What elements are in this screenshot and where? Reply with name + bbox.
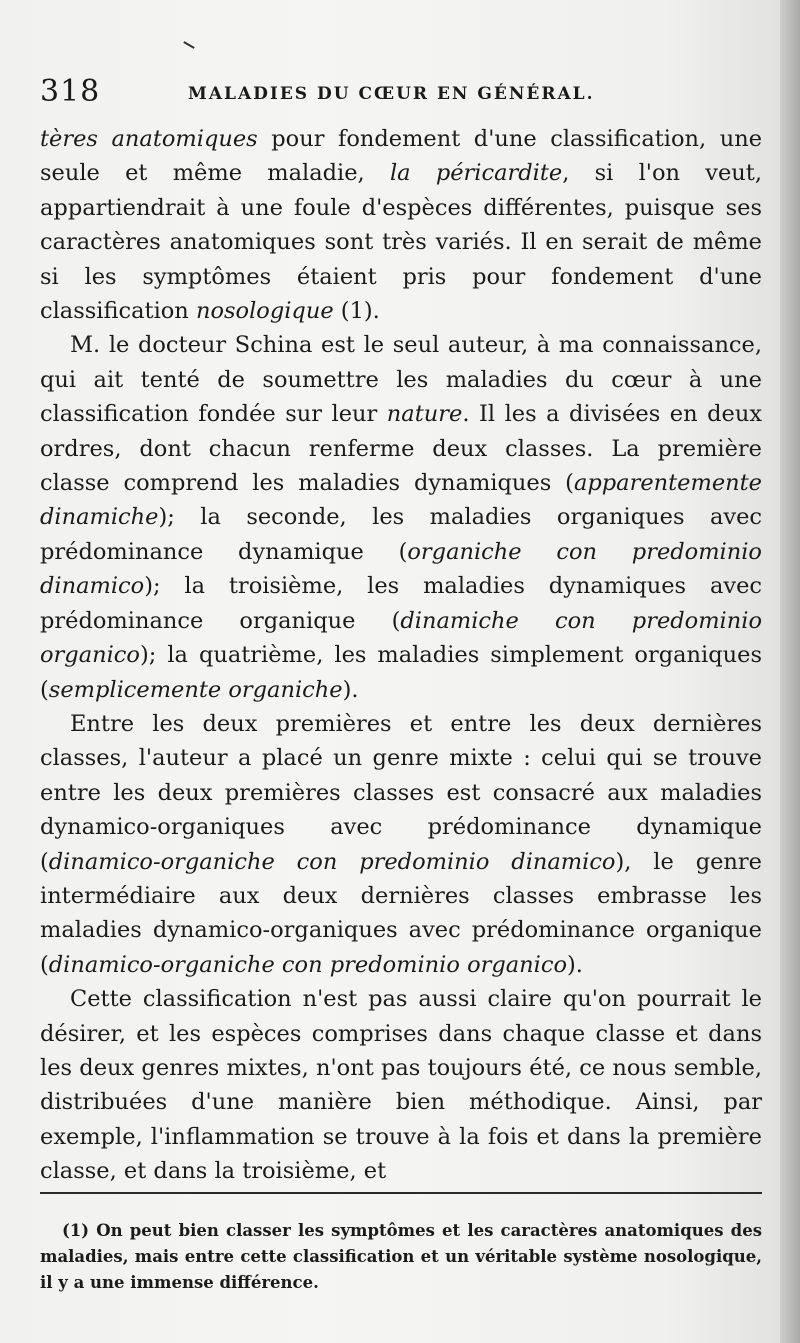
page-number: 318 [40,74,101,109]
body-text [40,122,762,1189]
footnote: (1) On peut bien classer les symptômes et les caractères anatomiques des maladies, mais entre cette classification et un véritable système nosologique, il y a une immense différence. [40,1221,762,1292]
text-span: dinamiche con predominio organico [40,607,762,669]
page-edge [780,0,800,1343]
text-span: ), le genre intermédiaire aux deux dernières classes embrasse les maladies dynamico-organiques avec prédominance organique ( [40,848,762,978]
paragraph-1 [40,122,762,328]
text-span: ); la quatrième, les maladies simplement organiques ( [40,642,762,703]
paragraph-3 [40,707,762,982]
text-span: ). [567,951,583,978]
text-span: , si l'on veut, appartiendrait à une foule d'espèces différentes, puisque ses caractères anatomiques sont très variés. Il en serait de même si les symptômes étaient pris pour fondement d'une classification [40,160,762,325]
paragraph-2 [40,328,762,706]
paragraph-4 [40,982,762,1188]
text-span: la péricardite [389,160,563,187]
text-span: nosologique [195,298,334,325]
text-span: Entre les deux premières et entre les deux dernières classes, l'auteur a placé un genre mixte : celui qui se trouve entre les deux premières classes est consacré aux maladies dynamico-organiques avec prédominance dynamique ( [40,710,762,875]
text-span: apparentemente dinamiche [40,470,762,531]
running-title: MALADIES DU CŒUR EN GÉNÉRAL. [188,84,595,104]
text-span: ); la seconde, les maladies organiques avec prédominance dynamique ( [40,504,762,565]
text-span: tères anatomiques [40,126,258,152]
text-span: ); la troisième, les maladies dynamiques avec prédominance organique ( [40,573,762,634]
footnote-divider [40,1192,762,1194]
text-span: . Il les a divisées en deux ordres, dont chacun renferme deux classes. La première classe comprend les maladies dynamiques ( [40,401,763,497]
text-span: nature [386,401,463,428]
text-span: semplicemente organiche [48,676,343,703]
text-span: ). [342,676,359,703]
text-span: (1). [333,298,380,325]
text-span: organiche con predominio dinamico [40,538,762,600]
text-span: dinamico-organiche con predominio organico [48,951,568,978]
running-header [40,74,760,110]
text-span: M. le docteur Schina est le seul auteur, à ma connaissance, qui ait tenté de soumettre les maladies du cœur à une classification fondée sur leur [40,332,762,428]
text-span: pour fondement d'une classification, une seule et même maladie, [40,126,763,187]
text-span: Cette classification n'est pas aussi claire qu'on pourrait le désirer, et les espèces comprises dans chaque classe et dans les deux genres mixtes, n'ont pas toujours été, ce nous semble, distribuées d'une manière bien méthodique. Ainsi, par exemple, l'inflammation se trouve à la fois et dans la première classe, et dans la troisième, et [40,986,762,1185]
text-span: dinamico-organiche con predominio dinamico [48,848,616,875]
